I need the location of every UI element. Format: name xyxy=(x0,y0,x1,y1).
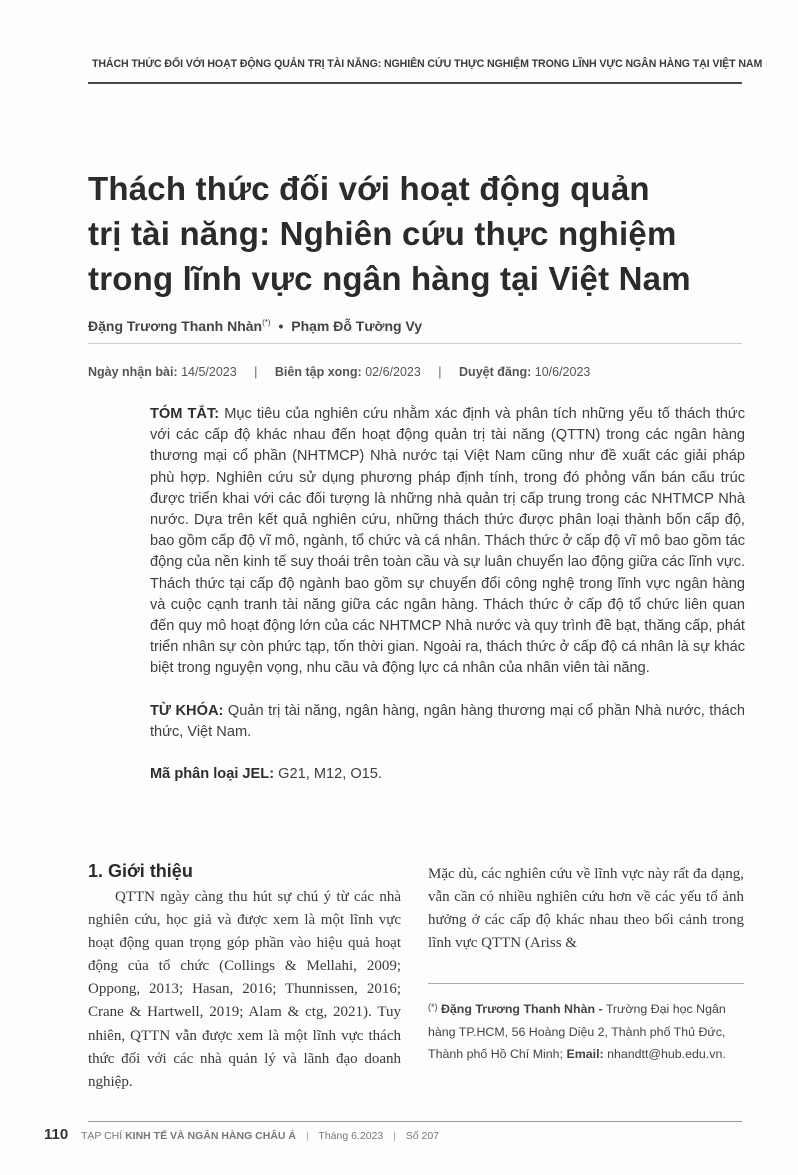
header-rule xyxy=(88,82,742,84)
approved-date: 10/6/2023 xyxy=(534,365,591,379)
dates-line xyxy=(88,365,590,379)
approved-label: Duyệt đăng: xyxy=(459,365,532,379)
section-heading: 1. Giới thiệu xyxy=(88,861,193,881)
intro-paragraph-right: Mặc dù, các nghiên cứu về lĩnh vực này rất đa dạng, vẫn cần có nhiều nghiên cứu hơn về các yếu tố ảnh hưởng ở các cấp độ khác nhau theo bối cảnh trong lĩnh vực QTTN (Ariss & xyxy=(428,866,744,952)
author-1: Đặng Trương Thanh Nhàn xyxy=(88,318,263,334)
abstract-text: Mục tiêu của nghiên cứu nhằm xác định và phân tích những yếu tố thách thức với các cấp độ khác nhau đến hoạt động quản trị tài năng (QTTN) trong các ngân hàng thương mại cổ phần (NHTMCP) Nhà nước tại Việt Nam cũng như đề xuất các giải pháp phù hợp. Nghiên cứu sử dụng phương pháp định tính, trong đó phỏng vấn bán cấu trúc được triển khai với các đối tượng là những nhà quản trị cấp trung trong các NHTMCP Nhà nước. Dựa trên kết quả nghiên cứu, những thách thức được phân loại thành bốn cấp độ, bao gồm cấp độ vĩ mô, ngành, tổ chức và cá nhân. Thách thức ở cấp độ vĩ mô bao gồm tác động của nền kinh tế suy thoái trên toàn cầu và sự luân chuyển lao động giữa các lĩnh vực. Thách thức tại cấp độ ngành bao gồm sự chuyển đổi công nghệ trong lĩnh vực ngân hàng và cuộc cạnh tranh tài năng giữa các ngân hàng. Thách thức ở cấp độ tổ chức liên quan đến quy mô hoạt động lớn của các NHTMCP Nhà nước và quy trình đề bạt, thăng cấp, phát triển nhân sự còn phức tạp, tốn thời gian. Ngoài ra, thách thức ở cấp độ cá nhân là sự khác biệt trong nguyện vọng, nhu cầu và động lực cá nhân của nhân viên tài năng. xyxy=(150,406,745,677)
jel-codes xyxy=(150,764,745,785)
author-1-footnote-mark: (*) xyxy=(262,318,271,327)
title-line-2: trị tài năng: Nghiên cứu thực nghiệm xyxy=(88,215,677,252)
footnote-author-name: Đặng Trương Thanh Nhàn - xyxy=(440,1002,603,1016)
footnote-email-label: Email: xyxy=(566,1047,604,1062)
footer-separator: | xyxy=(393,1130,396,1142)
footer-rule xyxy=(88,1121,742,1122)
journal-title: KINH TẾ VÀ NGÂN HÀNG CHÂU Á xyxy=(125,1130,297,1142)
jel-label: Mã phân loại JEL: xyxy=(150,766,275,783)
author-2: Phạm Đỗ Tường Vy xyxy=(291,318,423,334)
journal-name xyxy=(81,1130,296,1142)
date-separator: | xyxy=(254,365,258,379)
footnote-affiliation: Trường Đại học Ngân hàng TP.HCM, 56 Hoàng Diệu 2, Thành phố Thủ Đức, Thành phố Hồ Chí Minh; xyxy=(428,1002,726,1062)
journal-prefix: TẠP CHÍ xyxy=(80,1130,123,1142)
page-number: 110 xyxy=(44,1126,69,1143)
keywords-label: TỪ KHÓA: xyxy=(150,702,224,719)
footnote-rule xyxy=(428,983,744,984)
running-head: THÁCH THỨC ĐỐI VỚI HOẠT ĐỘNG QUẢN TRỊ TÀI NĂNG: NGHIÊN CỨU THỰC NGHIỆM TRONG LĨNH VỰC NGÂN HÀNG TẠI VIỆT NAM xyxy=(92,58,763,70)
keywords xyxy=(150,701,745,743)
intro-paragraph-left: QTTN ngày càng thu hút sự chú ý từ các nhà nghiên cứu, học giả và được xem là một lĩnh vực hoạt động quan trọng góp phần vào hiệu quả hoạt động của tổ chức (Collings & Mellahi, 2009; Oppong, 2013; Hasan, 2016; Thunnissen, 2016; Crane & Hartwell, 2019; Alam & ctg, 2021). Tuy nhiên, QTTN vẫn được xem là một lĩnh vực thách thức đối với các nhà quản lý và lãnh đạo doanh nghiệp. xyxy=(88,889,401,1090)
keywords-text: Quản trị tài năng, ngân hàng, ngân hàng thương mại cổ phần Nhà nước, thách thức, Việt Nam. xyxy=(150,702,746,740)
abstract-label: TÓM TẮT: xyxy=(150,406,220,422)
footnote-email: nhandtt@hub.edu.vn. xyxy=(607,1047,726,1062)
issue-number: Số 207 xyxy=(405,1130,440,1142)
page-footer xyxy=(44,1126,439,1143)
footnote-mark: (*) xyxy=(428,1002,438,1012)
author-separator: • xyxy=(278,318,284,334)
author-line xyxy=(88,318,422,334)
article-title xyxy=(88,166,748,301)
title-line-3: trong lĩnh vực ngân hàng tại Việt Nam xyxy=(88,260,691,297)
received-date: 14/5/2023 xyxy=(181,365,237,379)
footer-separator: | xyxy=(305,1130,309,1142)
abstract xyxy=(150,404,745,680)
author-rule xyxy=(88,343,742,344)
issue-date: Tháng 6.2023 xyxy=(318,1130,384,1142)
title-line-1: Thách thức đối với hoạt động quản xyxy=(88,170,650,207)
edited-label: Biên tập xong: xyxy=(274,365,362,379)
received-label: Ngày nhận bài: xyxy=(88,365,178,379)
jel-text: G21, M12, O15. xyxy=(278,766,382,783)
author-footnote xyxy=(428,996,748,1066)
date-separator: | xyxy=(438,365,442,379)
edited-date: 02/6/2023 xyxy=(365,365,421,379)
abstract-block xyxy=(150,404,745,806)
